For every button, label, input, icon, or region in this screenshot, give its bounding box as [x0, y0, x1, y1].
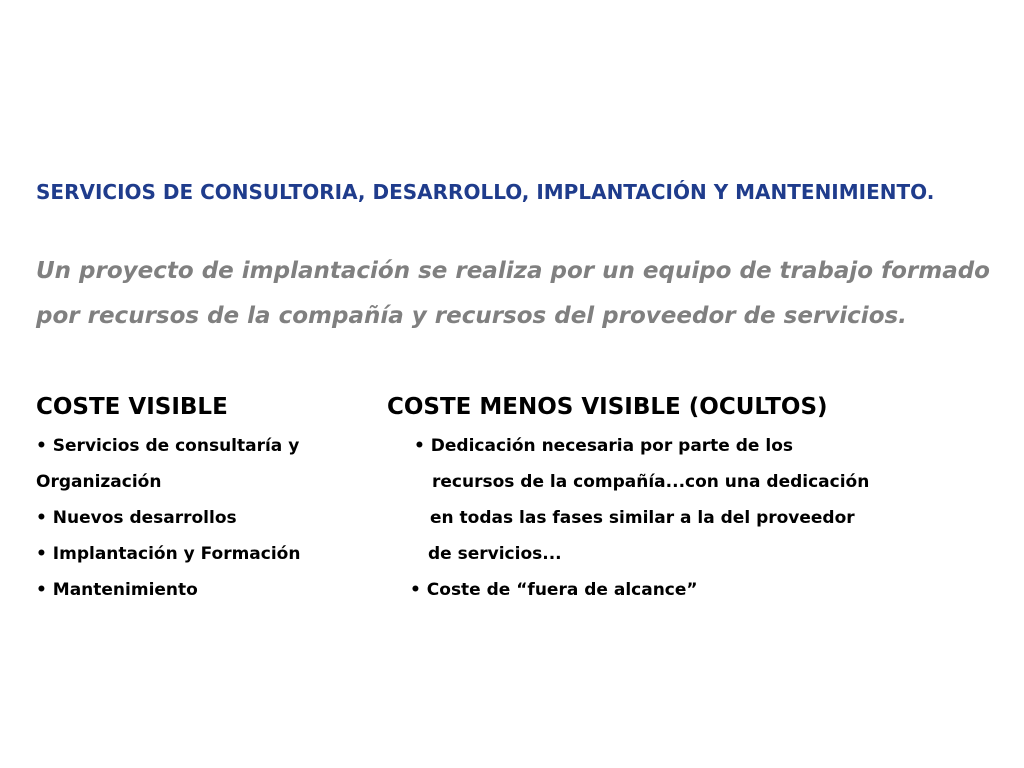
- visible-cost-item-maintenance: • Mantenimiento: [36, 580, 198, 600]
- hidden-cost-item-dedication: • Dedicación necesaria por parte de los: [414, 436, 793, 456]
- intro-paragraph: Un proyecto de implantación se realiza por un equipo de trabajo formado por recursos de la compañía y recursos del proveedor de servicios.: [36, 258, 990, 329]
- visible-cost-item-development: • Nuevos desarrollos: [36, 508, 237, 528]
- hidden-cost-item-out-of-scope: • Coste de “fuera de alcance”: [410, 580, 698, 600]
- slide-title: SERVICIOS DE CONSULTORIA, DESARROLLO, IMPLANTACIÓN Y MANTENIMIENTO.: [36, 180, 935, 204]
- visible-cost-item-implementation: • Implantación y Formación: [36, 544, 301, 564]
- hidden-cost-item-dedication-cont-3: de servicios...: [428, 544, 562, 564]
- hidden-cost-item-dedication-cont-2: en todas las fases similar a la del proveedor: [430, 508, 855, 528]
- visible-cost-heading: COSTE VISIBLE: [36, 394, 228, 420]
- hidden-cost-item-dedication-cont-1: recursos de la compañía...con una dedicación: [432, 472, 870, 492]
- visible-cost-item-consulting: • Servicios de consultaría y: [36, 436, 300, 456]
- hidden-cost-heading: COSTE MENOS VISIBLE (OCULTOS): [387, 394, 828, 420]
- visible-cost-item-consulting-cont: Organización: [36, 472, 162, 492]
